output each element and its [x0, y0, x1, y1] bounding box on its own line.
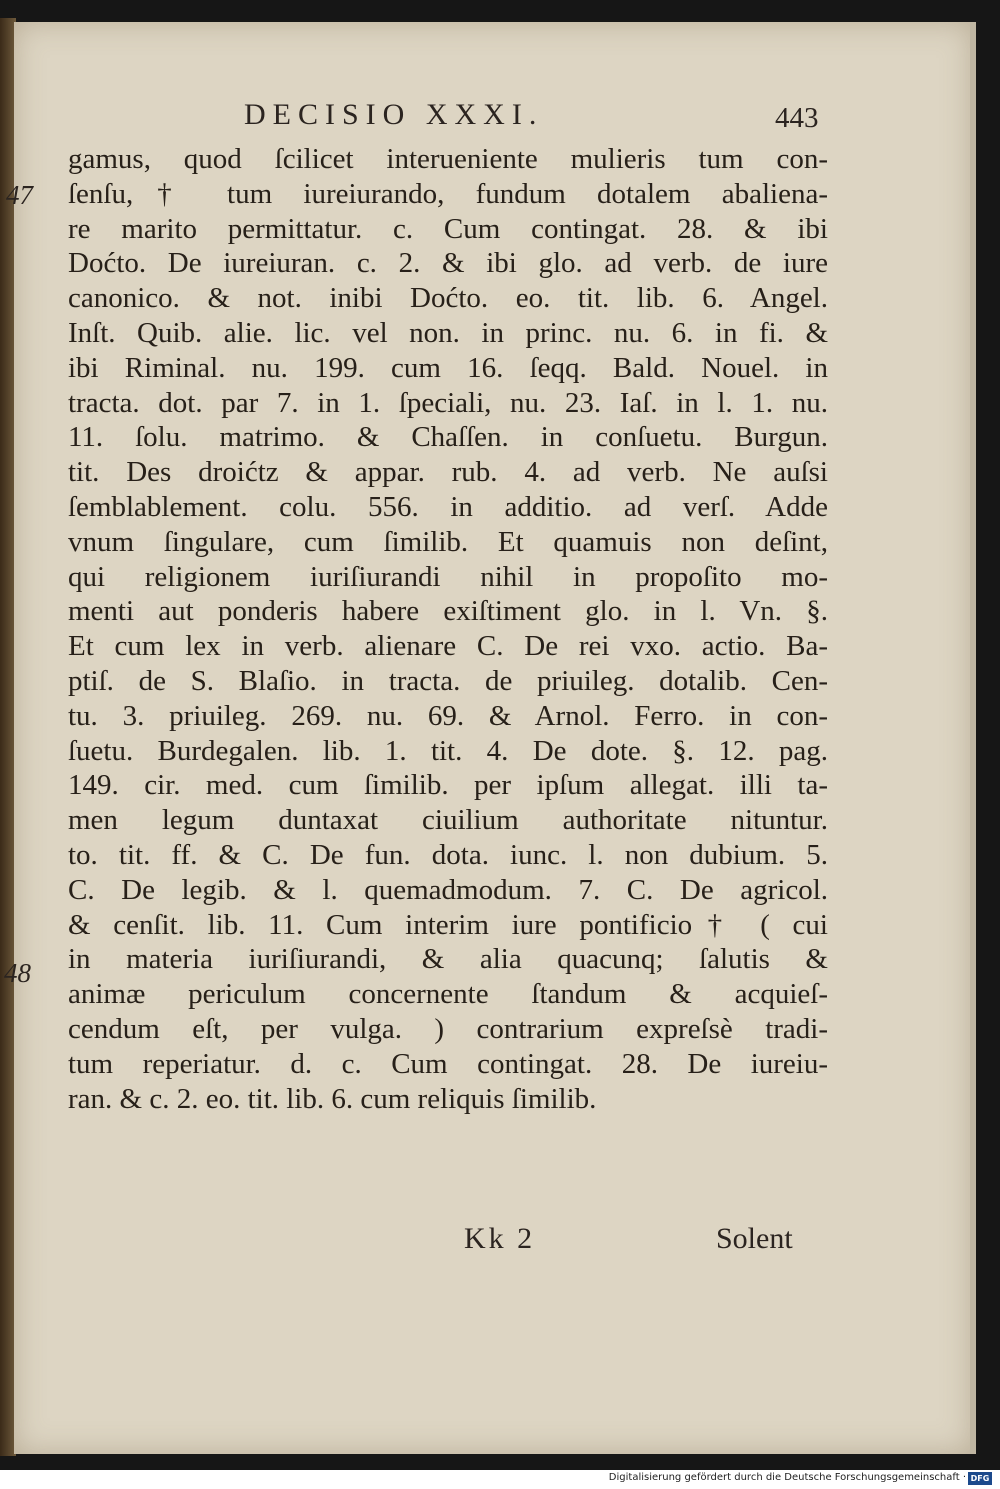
text-line: Et cum lex in verb. alienare C. De rei vxo. actio. Ba-	[68, 630, 828, 663]
page-right-edge	[970, 22, 976, 1454]
text-line: canonico. & not. inibi Doćto. eo. tit. lib. 6. Angel.	[68, 282, 828, 315]
text-line: ptiſ. de S. Blaſio. in tracta. de priuileg. dotalib. Cen-	[68, 664, 828, 697]
text-line: ran. & c. 2. eo. tit. lib. 6. cum reliquis ſimilib.	[68, 1082, 597, 1115]
running-head: DECISIO XXXI.	[244, 98, 544, 131]
text-line: ſuetu. Burdegalen. lib. 1. tit. 4. De dote. §. 12. pag.	[68, 734, 828, 767]
text-line: ſenſu,† tum iureiurando, fundum dotalem abaliena-	[68, 177, 828, 210]
page-number: 443	[775, 102, 819, 134]
text-line: tracta. dot. par 7. in 1. ſpeciali, nu. 23. Iaſ. in l. 1. nu.	[68, 386, 828, 419]
text-line: gamus, quod ſcilicet interueniente mulieris tum con-	[68, 143, 828, 175]
signature-mark: Kk 2	[464, 1222, 536, 1255]
text-line: in materia iuriſiurandi, & alia quacunq; ſalutis &	[68, 943, 828, 976]
footer-credit: Digitalisierung gefördert durch die Deutsche Forschungsgemeinschaft ·	[608, 1472, 966, 1483]
text-line: tum reperiatur. d. c. Cum contingat. 28. De iureiu-	[68, 1047, 828, 1080]
text-line: re marito permittatur. c. Cum contingat. 28. & ibi	[68, 212, 828, 245]
text-line: men legum duntaxat ciuilium authoritate nituntur.	[68, 804, 828, 837]
margin-note-48: 48	[4, 958, 31, 988]
text-line: to. tit. ff. & C. De fun. dota. iunc. l. non dubium. 5.	[68, 838, 828, 871]
dfg-logo-icon: DFG	[968, 1472, 992, 1485]
text-line: vnum ſingulare, cum ſimilib. Et quamuis non deſint,	[68, 525, 828, 558]
text-line: 11. ſolu. matrimo. & Chaſſen. in conſuetu. Burgun.	[68, 421, 828, 454]
text-line: Doćto. De iureiuran. c. 2. & ibi glo. ad verb. de iure	[68, 247, 828, 280]
margin-note-47: 47	[6, 180, 33, 210]
text-line: C. De legib. & l. quemadmodum. 7. C. De agricol.	[68, 873, 828, 906]
text-line: cendum eſt, per vulga. ) contrarium expreſsè tradi-	[68, 1012, 828, 1045]
body-text	[68, 142, 828, 1116]
text-line: tu. 3. priuileg. 269. nu. 69. & Arnol. Ferro. in con-	[68, 699, 828, 732]
text-line: animæ periculum concernente ſtandum & acquieſ-	[68, 978, 828, 1011]
text-line: qui religionem iuriſiurandi nihil in propoſito mo-	[68, 560, 828, 593]
text-line: 149. cir. med. cum ſimilib. per ipſum allegat. illi ta-	[68, 769, 828, 802]
text-line: & cenſit. lib. 11. Cum interim iure pontificio† ( cui	[68, 908, 828, 941]
text-line: ibi Riminal. nu. 199. cum 16. ſeqq. Bald. Nouel. in	[68, 351, 828, 384]
catchword: Solent	[716, 1222, 793, 1255]
text-line: tit. Des droićtz & appar. rub. 4. ad verb. Ne auſsi	[68, 456, 828, 489]
text-line: Inſt. Quib. alie. lic. vel non. in princ. nu. 6. in fi. &	[68, 316, 828, 349]
text-line: menti aut ponderis habere exiſtiment glo. in l. Vn. §.	[68, 595, 828, 628]
text-line: ſemblablement. colu. 556. in additio. ad verſ. Adde	[68, 490, 828, 523]
